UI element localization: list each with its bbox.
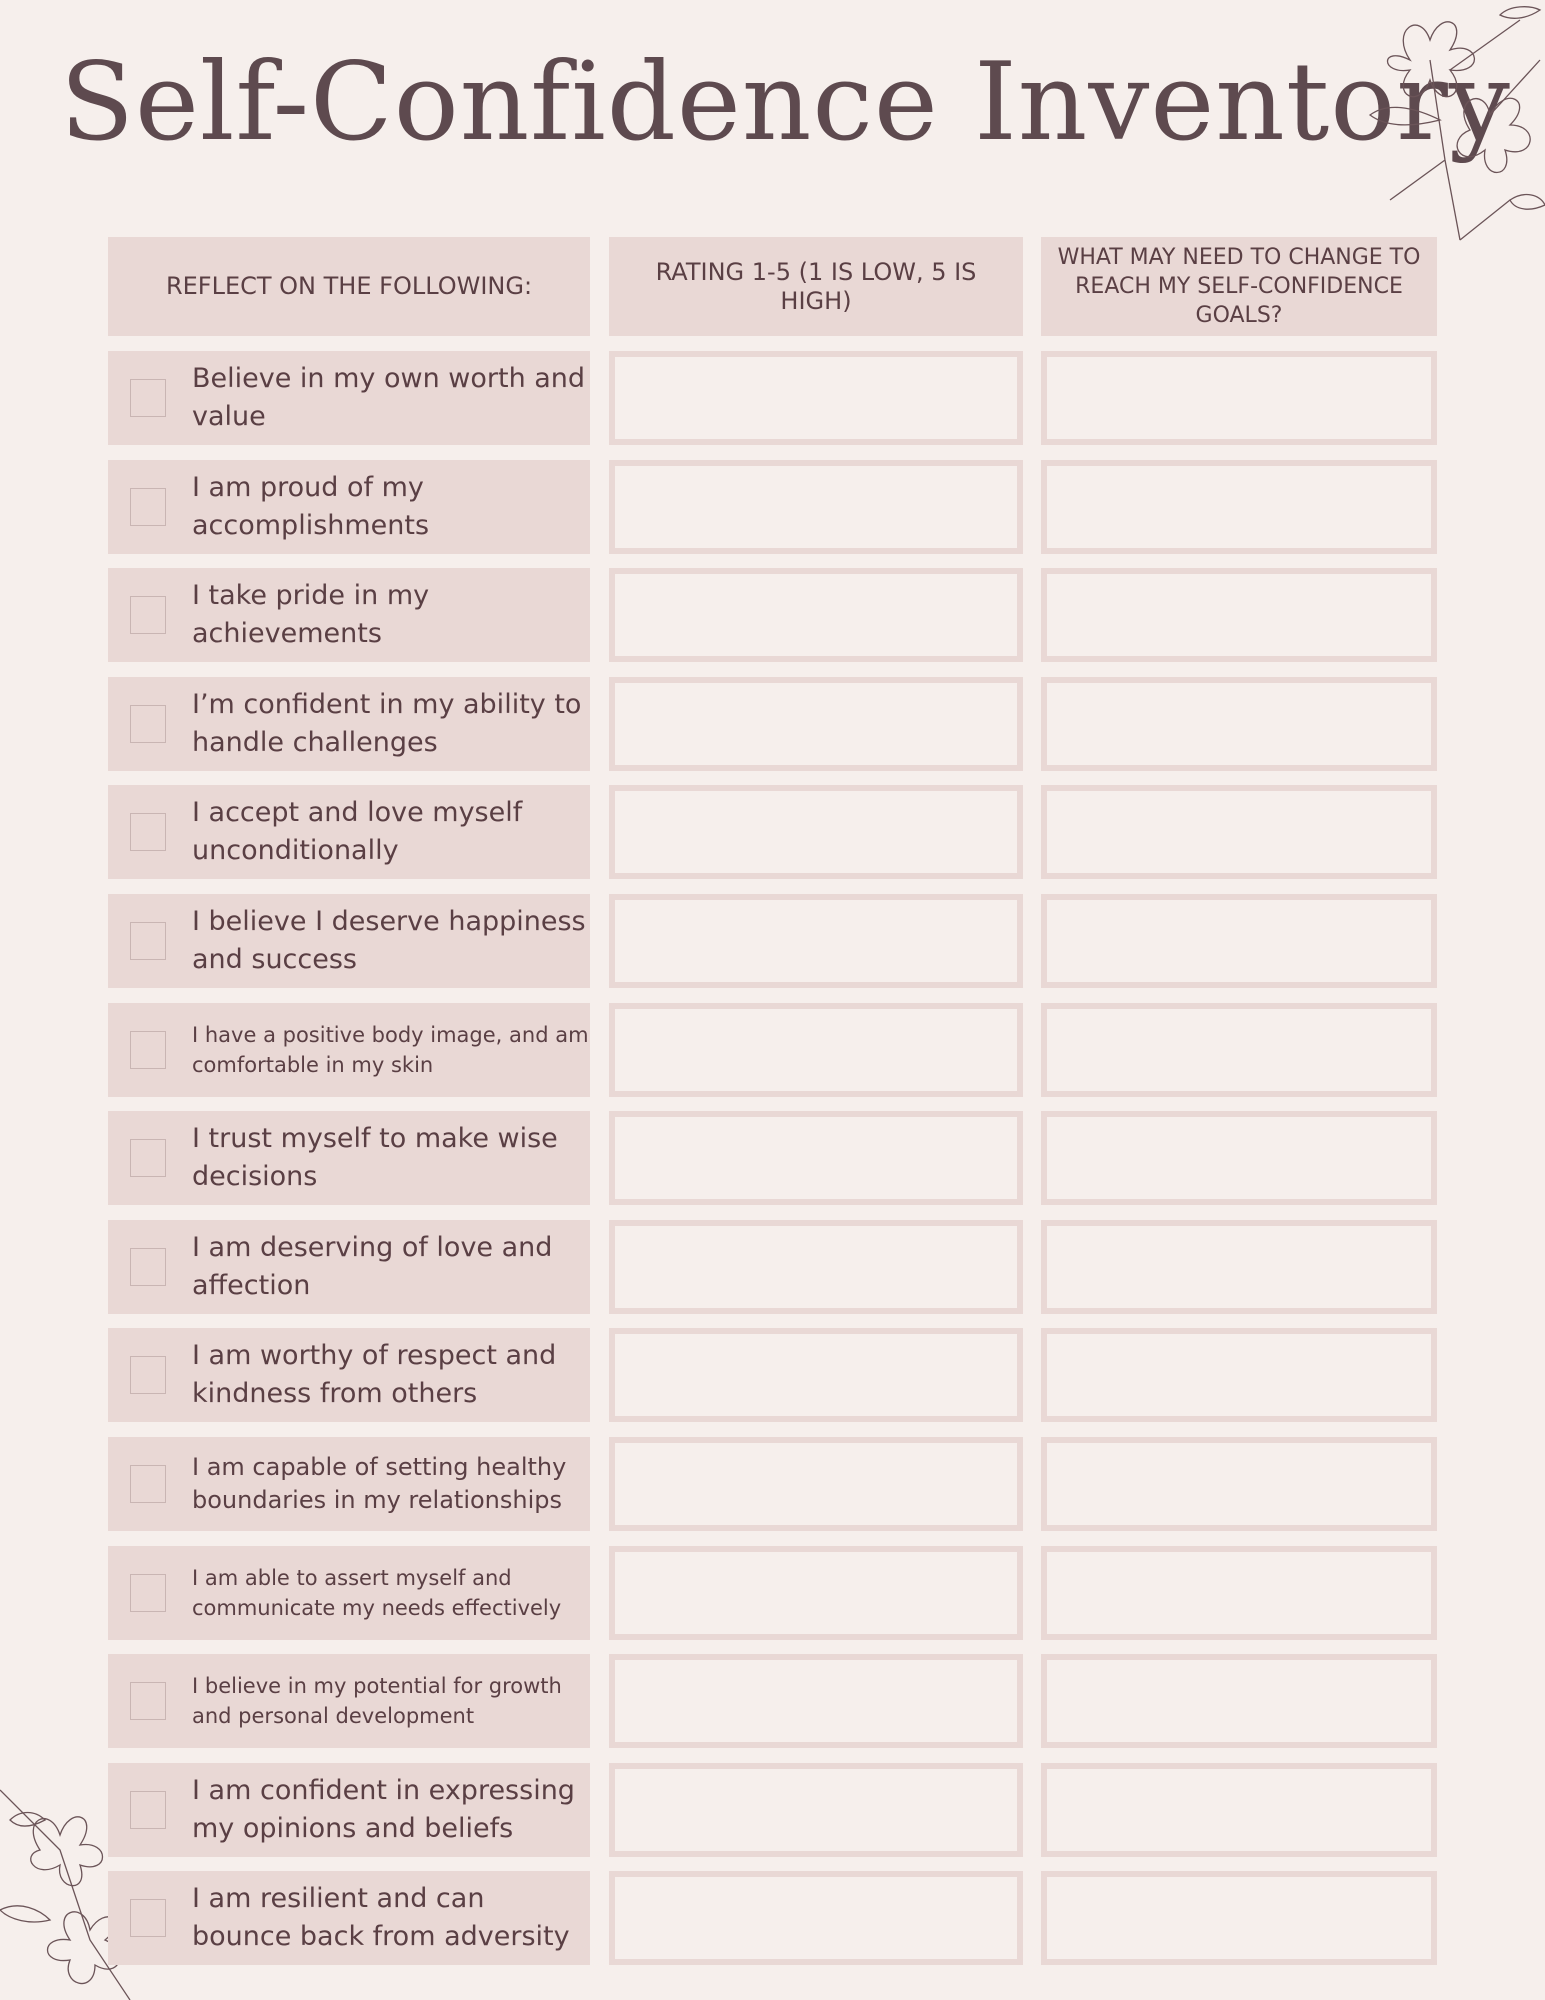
item-checkbox[interactable] — [130, 1356, 166, 1394]
change-input[interactable] — [1041, 351, 1437, 445]
item-text: I am deserving of love and affection — [192, 1231, 553, 1301]
rating-input[interactable] — [609, 1763, 1023, 1857]
item-text: I am able to assert myself and communicate my needs effectively — [192, 1565, 562, 1620]
reflect-item — [108, 1871, 590, 1965]
reflect-item — [108, 1763, 590, 1857]
header-reflect: REFLECT ON THE FOLLOWING: — [108, 237, 590, 336]
rating-input[interactable] — [609, 1003, 1023, 1097]
item-checkbox[interactable] — [130, 1682, 166, 1720]
table-row — [0, 351, 1545, 445]
reflect-item — [108, 677, 590, 771]
table-row — [0, 785, 1545, 879]
rating-input[interactable] — [609, 1328, 1023, 1422]
item-checkbox[interactable] — [130, 1465, 166, 1503]
item-text: I take pride in my achievements — [192, 580, 430, 650]
item-text: I trust myself to make wise decisions — [192, 1123, 558, 1193]
change-input[interactable] — [1041, 568, 1437, 662]
item-text: I am confident in expressing my opinions and beliefs — [192, 1774, 575, 1844]
table-row — [0, 1437, 1545, 1531]
table-row — [0, 1871, 1545, 1965]
change-input[interactable] — [1041, 1003, 1437, 1097]
change-input[interactable] — [1041, 460, 1437, 554]
change-input[interactable] — [1041, 1111, 1437, 1205]
rating-input[interactable] — [609, 351, 1023, 445]
item-checkbox[interactable] — [130, 1574, 166, 1612]
item-checkbox[interactable] — [130, 705, 166, 743]
table-row — [0, 1220, 1545, 1314]
item-text: I believe in my potential for growth and personal development — [192, 1674, 562, 1729]
rating-input[interactable] — [609, 1220, 1023, 1314]
table-row — [0, 677, 1545, 771]
rating-input[interactable] — [609, 894, 1023, 988]
rating-input[interactable] — [609, 785, 1023, 879]
change-input[interactable] — [1041, 1220, 1437, 1314]
page-title: Self-Confidence Inventory — [60, 40, 1511, 165]
reflect-item — [108, 1654, 590, 1748]
table-row — [0, 894, 1545, 988]
change-input[interactable] — [1041, 1546, 1437, 1640]
table-row — [0, 1546, 1545, 1640]
reflect-item — [108, 568, 590, 662]
table-row — [0, 568, 1545, 662]
reflect-item — [108, 1003, 590, 1097]
reflect-item — [108, 1328, 590, 1422]
item-text: I have a positive body image, and am comfortable in my skin — [192, 1022, 589, 1077]
header-change: WHAT MAY NEED TO CHANGE TO REACH MY SELF-CONFIDENCE GOALS? — [1041, 237, 1437, 336]
change-input[interactable] — [1041, 894, 1437, 988]
item-text: I am worthy of respect and kindness from others — [192, 1340, 557, 1410]
rating-input[interactable] — [609, 677, 1023, 771]
item-text: I believe I deserve happiness and success — [192, 906, 586, 975]
reflect-item — [108, 351, 590, 445]
rating-input[interactable] — [609, 1437, 1023, 1531]
change-input[interactable] — [1041, 1763, 1437, 1857]
reflect-item — [108, 1111, 590, 1205]
item-checkbox[interactable] — [130, 488, 166, 526]
change-input[interactable] — [1041, 1871, 1437, 1965]
change-input[interactable] — [1041, 1328, 1437, 1422]
reflect-item — [108, 460, 590, 554]
reflect-item — [108, 1437, 590, 1531]
table-row — [0, 1003, 1545, 1097]
change-input[interactable] — [1041, 677, 1437, 771]
table-row — [0, 460, 1545, 554]
item-checkbox[interactable] — [130, 379, 166, 417]
item-checkbox[interactable] — [130, 1248, 166, 1286]
rating-input[interactable] — [609, 1871, 1023, 1965]
item-checkbox[interactable] — [130, 922, 166, 960]
item-text: I am capable of setting healthy boundaries in my relationships — [192, 1453, 567, 1514]
reflect-item — [108, 894, 590, 988]
reflect-item — [108, 785, 590, 879]
rating-input[interactable] — [609, 1654, 1023, 1748]
rating-input[interactable] — [609, 1546, 1023, 1640]
item-text: I am proud of my accomplishments — [192, 471, 430, 541]
table-row — [0, 1328, 1545, 1422]
item-checkbox[interactable] — [130, 596, 166, 634]
header-rating: RATING 1-5 (1 IS LOW, 5 IS HIGH) — [609, 237, 1023, 336]
rating-input[interactable] — [609, 568, 1023, 662]
table-row — [0, 1654, 1545, 1748]
rating-input[interactable] — [609, 1111, 1023, 1205]
item-text: I accept and love myself unconditionally — [192, 797, 523, 867]
reflect-item — [108, 1220, 590, 1314]
reflect-item — [108, 1546, 590, 1640]
change-input[interactable] — [1041, 1654, 1437, 1748]
item-text: I’m confident in my ability to handle challenges — [192, 688, 582, 758]
item-checkbox[interactable] — [130, 813, 166, 851]
change-input[interactable] — [1041, 1437, 1437, 1531]
item-checkbox[interactable] — [130, 1899, 166, 1937]
item-checkbox[interactable] — [130, 1139, 166, 1177]
item-checkbox[interactable] — [130, 1791, 166, 1829]
rating-input[interactable] — [609, 460, 1023, 554]
item-text: I am resilient and can bounce back from adversity — [192, 1883, 570, 1953]
table-row — [0, 1763, 1545, 1857]
table-row — [0, 1111, 1545, 1205]
floral-decoration-top-right-icon — [1350, 0, 1545, 250]
change-input[interactable] — [1041, 785, 1437, 879]
item-checkbox[interactable] — [130, 1031, 166, 1069]
item-text: Believe in my own worth and value — [192, 363, 586, 432]
